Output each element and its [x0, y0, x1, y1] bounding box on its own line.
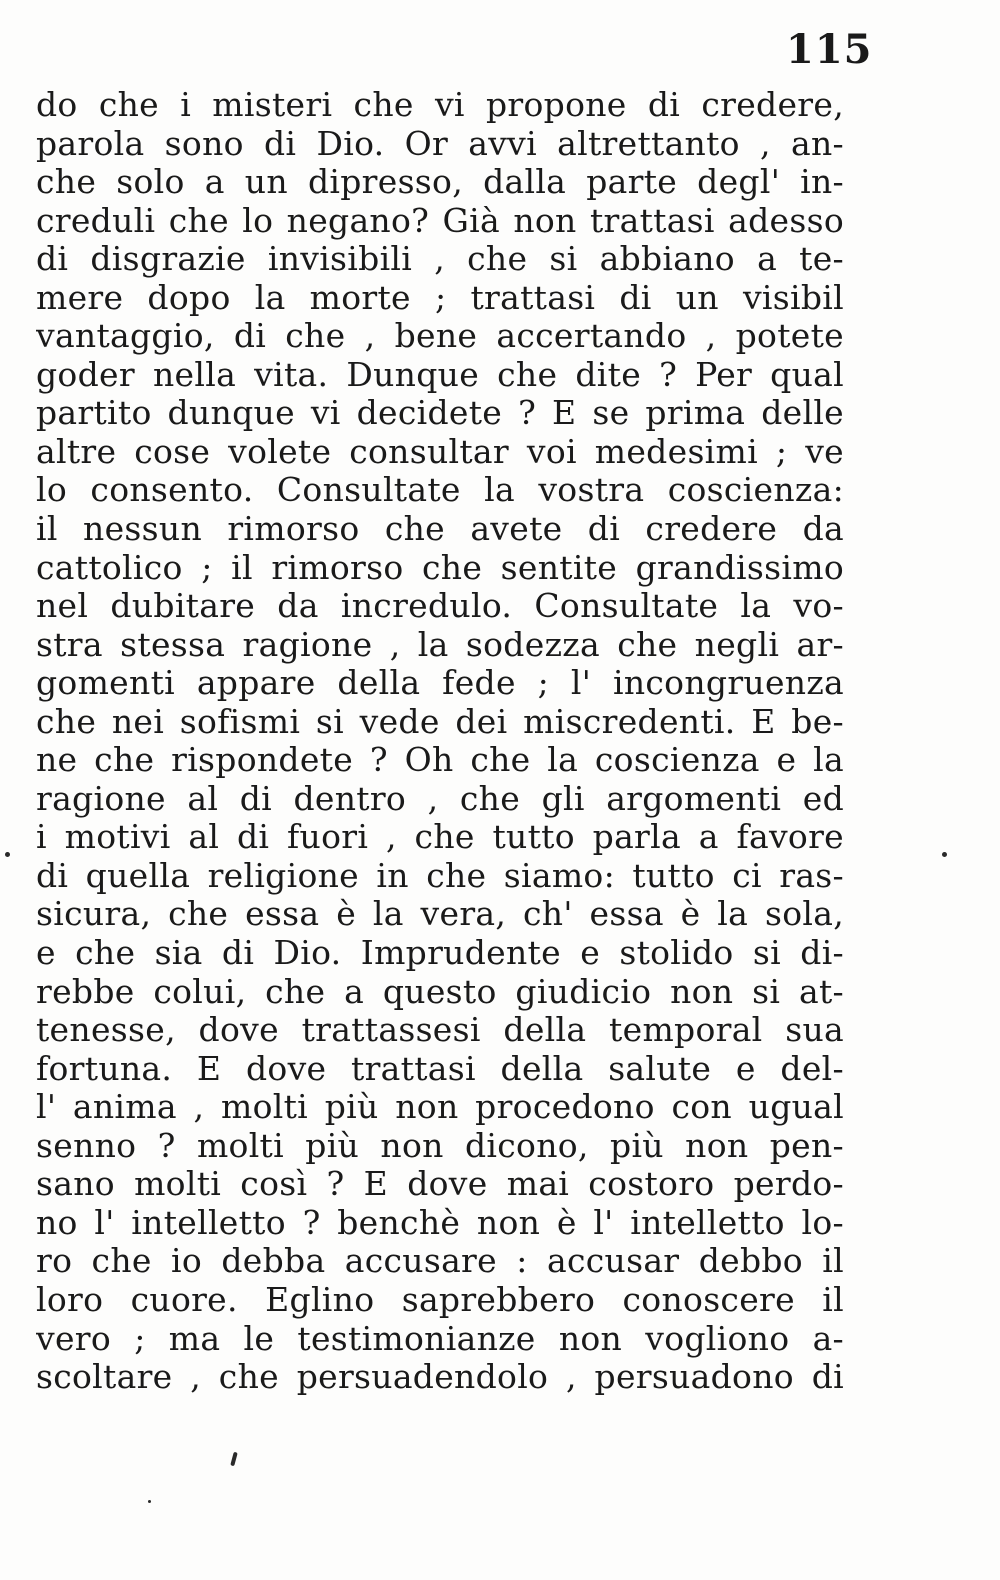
- text-line: rebbe colui, che a questo giudicio non si at-: [36, 972, 844, 1011]
- text-line: altre cose volete consultar voi medesimi ; ve: [36, 432, 844, 471]
- text-line: fortuna. E dove trattasi della salute e del-: [36, 1049, 844, 1088]
- text-line: ro che io debba accusare : accusar debbo il: [36, 1242, 844, 1281]
- text-line: i motivi al di fuori , che tutto parla a favore: [36, 818, 844, 857]
- text-line: loro cuore. Eglino saprebbero conoscere il: [36, 1280, 844, 1319]
- text-line: il nessun rimorso che avete di credere da: [36, 510, 844, 549]
- text-line: di quella religione in che siamo: tutto ci ras-: [36, 856, 844, 895]
- text-line: sano molti così ? E dove mai costoro perdo-: [36, 1165, 844, 1204]
- text-line: che solo a un dipresso, dalla parte degl' in-: [36, 163, 844, 202]
- text-line: vero ; ma le testimonianze non vogliono a-: [36, 1319, 844, 1358]
- text-line: che nei sofismi si vede dei miscredenti. E be-: [36, 702, 844, 741]
- text-line: e che sia di Dio. Imprudente e stolido si di-: [36, 934, 844, 973]
- text-line: mere dopo la morte ; trattasi di un visibil: [36, 278, 844, 317]
- text-line: lo consento. Consultate la vostra coscienza:: [36, 471, 844, 510]
- text-line: senno ? molti più non dicono, più non pen-: [36, 1126, 844, 1165]
- text-line: di disgrazie invisibili , che si abbiano a te-: [36, 240, 844, 279]
- text-line: scoltare , che persuadendolo , persuadono di: [36, 1358, 844, 1397]
- ink-speck: [148, 1500, 151, 1503]
- text-line: stra stessa ragione , la sodezza che negli ar-: [36, 625, 844, 664]
- ink-speck: [942, 852, 947, 857]
- text-line: partito dunque vi decidete ? E se prima delle: [36, 394, 844, 433]
- text-line: do che i misteri che vi propone di credere,: [36, 86, 844, 124]
- text-line: ne che rispondete ? Oh che la coscienza e la: [36, 741, 844, 780]
- page-number: 115: [786, 26, 873, 73]
- text-line: ragione al di dentro , che gli argomenti ed: [36, 779, 844, 818]
- text-line: gomenti appare della fede ; l' incongruenza: [36, 664, 844, 703]
- text-line: creduli che lo negano? Già non trattasi adesso: [36, 201, 844, 240]
- text-line: l' anima , molti più non procedono con ugual: [36, 1088, 844, 1127]
- ink-speck: [5, 852, 10, 857]
- text-line: parola sono di Dio. Or avvi altrettanto , an-: [36, 124, 844, 163]
- text-line: tenesse, dove trattassesi della temporal sua: [36, 1011, 844, 1050]
- body-text: [36, 86, 844, 1397]
- text-line: nel dubitare da incredulo. Consultate la vo-: [36, 587, 844, 626]
- text-line: goder nella vita. Dunque che dite ? Per qual: [36, 355, 844, 394]
- text-line: cattolico ; il rimorso che sentite grandissimo: [36, 548, 844, 587]
- text-line: no l' intelletto ? benchè non è l' intelletto lo-: [36, 1203, 844, 1242]
- ink-speck: [230, 1452, 237, 1467]
- text-line: vantaggio, di che , bene accertando , potete: [36, 317, 844, 356]
- text-line: sicura, che essa è la vera, ch' essa è la sola,: [36, 895, 844, 934]
